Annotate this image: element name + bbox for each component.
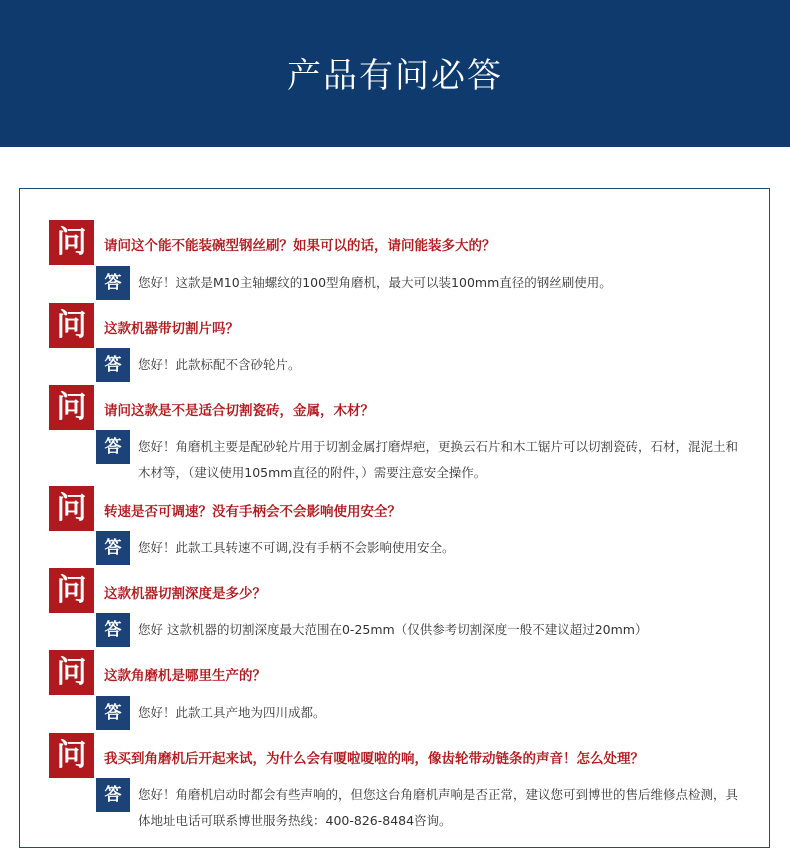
question-text: 这款角磨机是哪里生产的？ [104, 668, 266, 684]
answer-text: 您好 这款机器的切割深度最大范围在0-25mm（仅供参考切割深度一般不建议超过20mm） [138, 622, 648, 637]
question-badge: 问 [49, 733, 94, 778]
question-text: 请问这款是不是适合切割瓷砖，金属，木材？ [104, 403, 374, 419]
page-header [0, 0, 790, 147]
answer-text: 您好！此款工具转速不可调,没有手柄不会影响使用安全。 [138, 540, 455, 555]
answer-text: 您好！角磨机启动时都会有些声响的，但您这台角磨机声响是否正常，建议您可到博世的售后维修点检测，具体地址电话可联系博世服务热线：400-826-8484咨询。 [138, 787, 739, 828]
answer-text: 您好！角磨机主要是配砂轮片用于切割金属打磨焊疤，更换云石片和木工锯片可以切割瓷砖，石材，混泥土和木材等，（建议使用105mm直径的附件，）需要注意安全操作。 [138, 439, 739, 480]
question-text: 这款机器切割深度是多少？ [104, 586, 266, 602]
answer-badge: 答 [96, 531, 130, 565]
question-text: 请问这个能不能装碗型钢丝刷？如果可以的话，请问能装多大的？ [104, 238, 496, 254]
question-badge: 问 [49, 650, 94, 695]
question-badge: 问 [49, 568, 94, 613]
faq-box [19, 188, 770, 848]
question-badge: 问 [49, 486, 94, 531]
answer-badge: 答 [96, 696, 130, 730]
question-badge: 问 [49, 220, 94, 265]
question-badge: 问 [49, 303, 94, 348]
question-text: 这款机器带切割片吗？ [104, 321, 239, 337]
answer-text: 您好！此款标配不含砂轮片。 [138, 357, 301, 372]
answer-text: 您好！此款工具产地为四川成都。 [138, 705, 326, 720]
answer-badge: 答 [96, 348, 130, 382]
answer-badge: 答 [96, 778, 130, 812]
question-text: 我买到角磨机后开起来试，为什么会有嗄啦嗄啦的响，像齿轮带动链条的声音！怎么处理？ [104, 751, 644, 767]
answer-text: 您好！这款是M10主轴螺纹的100型角磨机，最大可以装100mm直径的钢丝刷使用。 [138, 275, 612, 290]
answer-badge: 答 [96, 266, 130, 300]
page-title: 产品有问必答 [287, 56, 503, 96]
answer-badge: 答 [96, 613, 130, 647]
question-badge: 问 [49, 385, 94, 430]
answer-badge: 答 [96, 430, 130, 464]
question-text: 转速是否可调速？没有手柄会不会影响使用安全？ [104, 504, 401, 520]
